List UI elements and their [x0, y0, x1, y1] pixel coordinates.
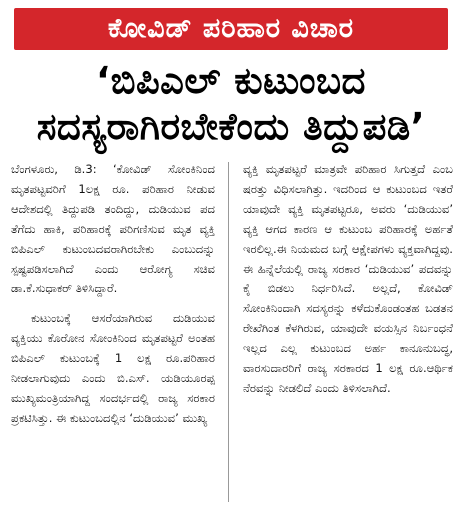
banner-title: ಕೋವಿಡ್ ಪರಿಹಾರ ವಿಚಾರ — [107, 13, 355, 44]
headline — [8, 58, 454, 150]
headline-line-1: ‘ಬಿಪಿಎಲ್ ಕುಟುಂಬದ — [96, 59, 366, 102]
article-paragraph: ಬೆಂಗಳೂರು, ಡಿ.3: ‘ಕೋವಿಡ್ ಸೋಂಕಿನಿಂದ ಮೃತಪಟ್ಟವರಿಗೆ 1ಲಕ್ಷ ರೂ. ಪರಿಹಾರ ನೀಡುವ ಆದೇಶದಲ್ಲಿ ತಿದ್ದುಪಡಿ ತಂದಿದ್ದು, ದುಡಿಯುವ ಪದ ತೆಗೆದು ಹಾಕಿ, ಪರಿಹಾರಕ್ಕೆ ಪರಿಗಣಿಸುವ ಮೃತ ವ್ಯಕ್ತಿ ಬಿಪಿಎಲ್ ಕುಟುಂಬದವರಾಗಿರಬೇಕು ಎಂಬುದನ್ನು ಸ್ಪಷ್ಟಪಡಿಸಲಾಗಿದೆ ಎಂದು ಆರೋಗ್ಯ ಸಚಿವ ಡಾ.ಕೆ.ಸುಧಾಕರ್ ತಿಳಿಸಿದ್ದಾರೆ. — [11, 162, 215, 296]
article-paragraph: ವ್ಯಕ್ತಿ ಮೃತಪಟ್ಟರೆ ಮಾತ್ರವೇ ಪರಿಹಾರ ಸಿಗುತ್ತದೆ ಎಂಬ ಷರತ್ತು ವಿಧಿಸಲಾಗಿತ್ತು. ಇದರಿಂದ ಆ ಕುಟುಂಬದ ಇತರೆ ಯಾವುದೇ ವ್ಯಕ್ತಿ ಮೃತಪಟ್ಟರೂ, ಅವರು ‘ದುಡಿಯುವ’ ವ್ಯಕ್ತಿ ಆಗದ ಕಾರಣ ಆ ಕುಟುಂಬ ಪರಿಹಾರಕ್ಕೆ ಅರ್ಹತೆ ಇರಲಿಲ್ಲ.ಈ ನಿಯಮದ ಬಗ್ಗೆ ಆಕ್ಷೇಪಗಳು ವ್ಯಕ್ತವಾಗಿದ್ದವು. ಈ ಹಿನ್ನೆಲೆಯಲ್ಲಿ ರಾಜ್ಯ ಸರಕಾರ ‘ದುಡಿಯುವ’ ಪದವನ್ನು ಕೈ ಬಿಡಲು ನಿರ್ಧರಿಸಿದೆ. ಅಲ್ಲದೆ, ಕೋವಿಡ್ ಸೋಂಕಿನಿಂದಾಗಿ ಸದಸ್ಯರನ್ನು ಕಳೆದುಕೊಂಡಂತಹ ಬಡತನ ರೇಖೆಗಿಂತ ಕೆಳಗಿರುವ, ಯಾವುದೇ ವಯಸ್ಸಿನ ನಿರ್ಬಂಧನೆ ಇಲ್ಲದ ಎಲ್ಲ ಕುಟುಂಬದ ಅರ್ಹ ಕಾನೂನುಬದ್ಧ, ವಾರಸುದಾರರಿಗೆ ರಾಜ್ಯ ಸರಕಾರದ 1 ಲಕ್ಷ ರೂ.ಆರ್ಥಿಕ ನೆರವನ್ನು ನೀಡಲಿದೆ ಎಂದು ತಿಳಿಸಲಾಗಿದೆ. — [243, 162, 453, 395]
article-paragraph: ಕುಟುಂಬಕ್ಕೆ ಆಸರೆಯಾಗಿರುವ ದುಡಿಯುವ ವ್ಯಕ್ತಿಯು ಕೊರೋನ ಸೋಂಕಿನಿಂದ ಮೃತಪಟ್ಟರೆ ಅಂತಹ ಬಿಪಿಎಲ್ ಕುಟುಂಬಕ್ಕೆ 1 ಲಕ್ಷ ರೂ.ಪರಿಹಾರ ನೀಡಲಾಗುವುದು ಎಂದು ಬಿ.ಎಸ್. ಯಡಿಯೂರಪ್ಪ ಮುಖ್ಯಮಂತ್ರಿಯಾಗಿದ್ದ ಸಂದರ್ಭದಲ್ಲಿ ರಾಜ್ಯ ಸರಕಾರ ಪ್ರಕಟಿಸಿತ್ತು. ಈ ಕುಟುಂಬದಲ್ಲಿನ ‘ದುಡಿಯುವ’ ಮುಖ್ಯ — [11, 311, 215, 425]
article-column-right — [243, 160, 453, 399]
section-banner — [14, 8, 448, 50]
article-column-left — [11, 160, 215, 429]
column-divider — [228, 162, 229, 502]
headline-line-2: ಸದಸ್ಯರಾಗಿರಬೇಕೆಂದು ತಿದ್ದುಪಡಿ’ — [36, 105, 426, 148]
